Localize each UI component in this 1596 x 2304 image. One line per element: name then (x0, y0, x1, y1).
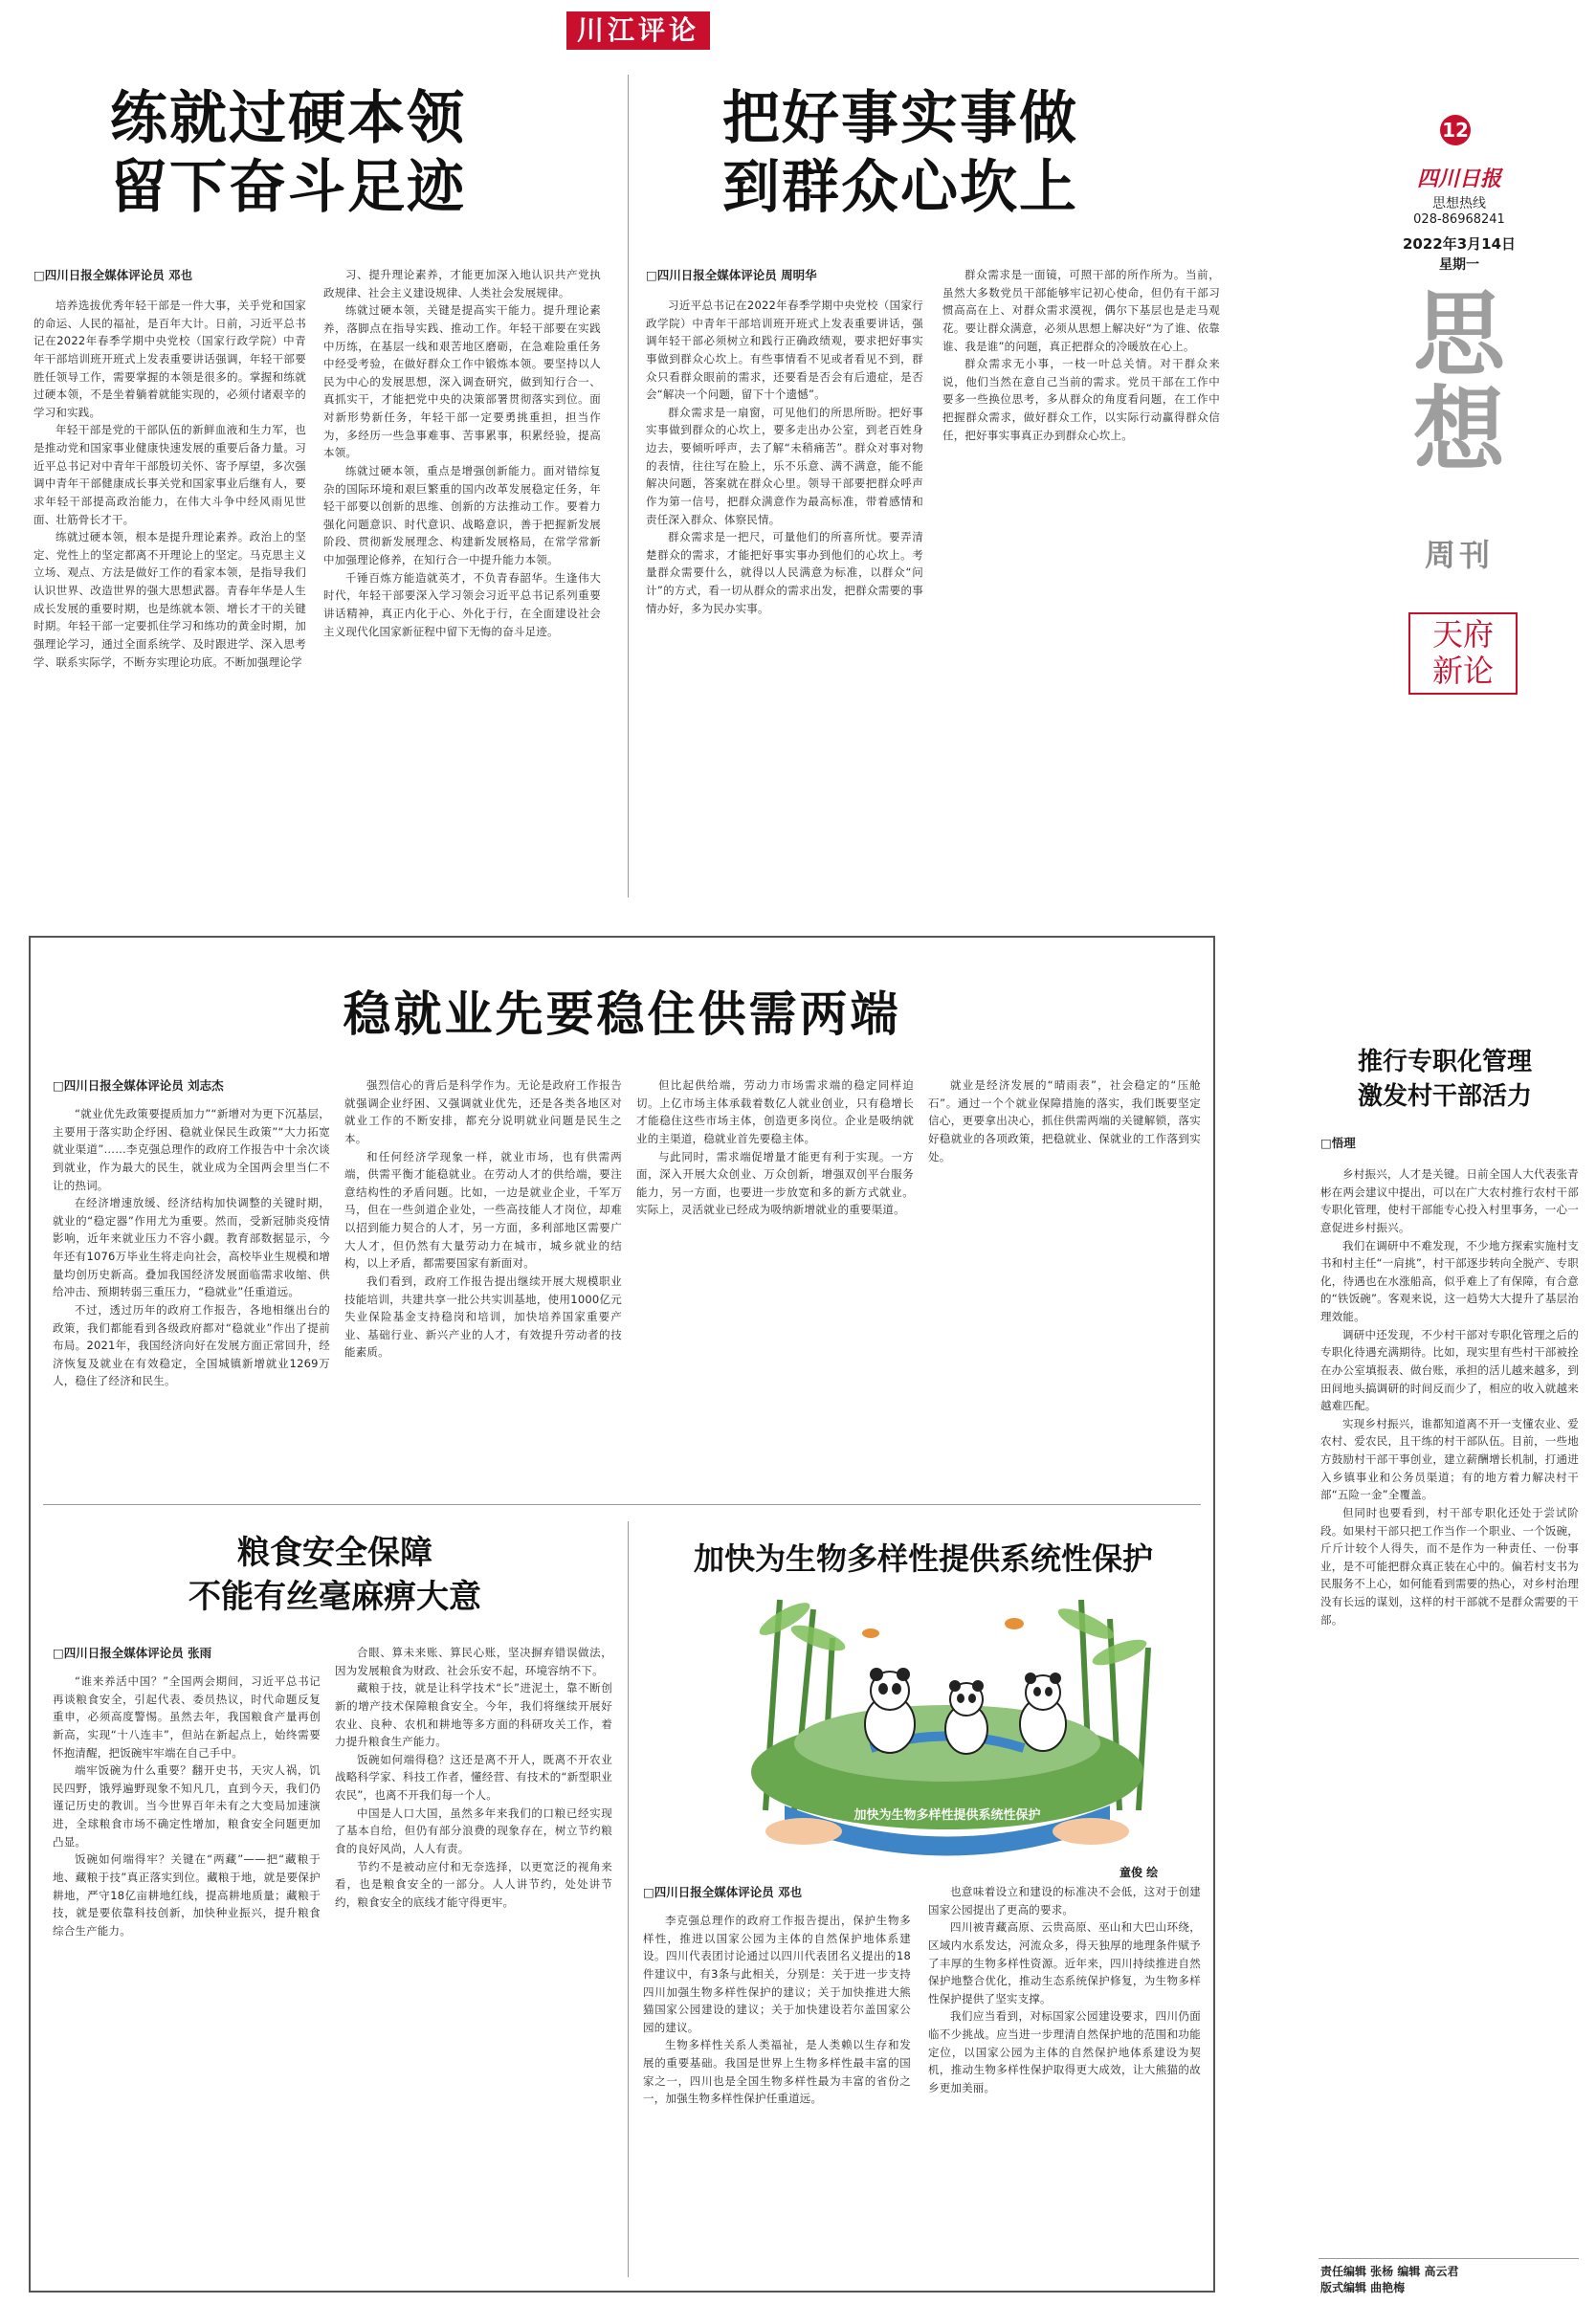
panda-icon (1020, 1673, 1066, 1751)
article6-byline: □悟理 (1320, 1136, 1356, 1150)
article1-paragraph: 年轻干部是党的干部队伍的新鲜血液和生力军，也是推动党和国家事业健康快速发展的重要后备力量。习近平总书记对中青年干部殷切关怀、寄予厚望，多次强调中青年干部健康成长事关党和国家事业后继有人，要求年轻干部提高政治能力，在伟大斗争中经风雨见世面、壮筋骨长才干。 (33, 423, 306, 526)
article1-paragraph: 练就过硬本领，关键是提高实干能力。提升理论素养，落脚点在指导实践、推动工作。年轻干部要在实践中历练，在基层一线和艰苦地区磨砺，在急难险重任务中经受考验，在做好群众工作中锻炼本领。要坚持以人民为中心的发展思想，深入调查研究，做到知行合一、真抓实干，才能把党中央的决策部署贯彻落实到位。面对新形势新任务，年轻干部一定要勇挑重担，担当作为，多经历一些急事难事、苦事累事，积累经验，提高本领。 (323, 303, 601, 460)
article2-paragraph: 群众需求是一扇窗，可见他们的所思所盼。把好事实事做到群众的心坎上，要多走出办公室，到老百姓身边去，要倾听呼声，去了解“未稍痛苦”。群众对事对物的表情，往往写在脸上，乐不乐意、满不满意，能不能解决问题，答案就在群众心里。领导干部要把群众呼声作为第一信号，把群众满意作为最高标准，带着感情和责任深入群众、体察民情。 (646, 405, 923, 526)
article4-byline: □四川日报全媒体评论员 张雨 (53, 1646, 212, 1660)
article3-col2 (344, 1076, 622, 1488)
article5-paragraph: 生物多样性关系人类福祉，是人类赖以生存和发展的重要基础。我国是世界上生物多样性最丰富的国家之一，四川也是全国生物多样性最为丰富的省份之一，加强生物多样性保护任重道远。 (643, 2038, 911, 2106)
column-divider (628, 75, 629, 897)
article1-col2 (323, 266, 601, 890)
article6-paragraph: 调研中还发现，不少村干部对专职化管理之后的专职化待遇充满期待。比如，现实里有些村干部被拴在办公室填报表、做台账，承担的活儿越来越多，到田间地头搞调研的时间反而少了，相应的收入就越来越难匹配。 (1320, 1327, 1579, 1413)
editor-credits (1320, 2264, 1579, 2296)
article6-paragraph: 实现乡村振兴，谁都知道离不开一支懂农业、爱农村、爱农民，且干练的村干部队伍。目前，一些地方鼓励村干部干事创业，建立薪酬增长机制，打通进入乡镇事业和公务员渠道；有的地方着力解决村干部“五险一金”全覆盖。 (1320, 1416, 1579, 1502)
illustration-caption: 加快为生物多样性提供系统性保护 (853, 1808, 1041, 1823)
article1-headline (110, 84, 550, 222)
article5-paragraph: 也意味着设立和建设的标准决不会低，这对于创建国家公园提出了更高的要求。 (928, 1885, 1201, 1916)
article3-paragraph: 在经济增速放缓、经济结构加快调整的关键时期，就业的“稳定器”作用尤为重要。然而，受新冠肺炎疫情影响，近年来就业压力不容小觑。教育部数据显示，今年还有1076万毕业生将走向社会，高校毕业生规模和增量均创历史新高。叠加我国经济发展面临需求收缩、供给冲击、预期转弱三重压力，“稳就业”任重道远。 (53, 1196, 330, 1299)
section-divider (43, 1504, 1201, 1505)
article3-paragraph: 与此同时，需求端促增量才能更有利于实现。一方面，深入开展大众创业、万众创新，增强双创平台服务能力，另一方面，也要进一步放宽和多的新方式就业。实际上，灵活就业已经成为吸纳新增就业的重要渠道。 (636, 1149, 914, 1217)
issue-weekday: 星期一 (1439, 257, 1479, 273)
panda-icon (945, 1680, 987, 1754)
article2-col2 (942, 266, 1220, 890)
article3-paragraph: 就业是经济发展的“晴雨表”，社会稳定的“压舱石”。通过一个个就业保障措施的落实，我们既要坚定信心，更要拿出决心，抓住供需两端的关键解锁，落实好稳就业的各项政策，把稳就业、保就业的工作落到实处。 (928, 1078, 1201, 1163)
hotline-number: 028-86968241 (1413, 212, 1505, 227)
article1-col1 (33, 297, 306, 890)
article6-paragraph: 乡村振兴，人才是关键。日前全国人大代表张青彬在两会建议中提出，可以在广大农村推行农村干部专职化管理，使村干部能专心投入村里事务，一心一意促进乡村振兴。 (1320, 1167, 1579, 1234)
paper-name: 四川日报 (1416, 166, 1501, 191)
article2-paragraph: 群众需求无小事，一枝一叶总关情。对干群众来说，他们当然在意自己当前的需求。党员干部在工作中要多一些换位思考，多从群众的角度看问题，在工作中把握群众需求，做好群众工作，以实际行动赢得群众信任，把好事实事真正办到群众心坎上。 (942, 357, 1220, 442)
article3-paragraph: 我们看到，政府工作报告提出继续开展大规模职业技能培训，共建共享一批公共实训基地，使用1000亿元失业保险基金支持稳岗和培训，加快培养国家重要产业、基础行业、新兴产业的人才，有效提升劳动者的技能素质。 (344, 1274, 622, 1360)
article4-paragraph: 节约不是被动应付和无奈选择，以更宽泛的视角来看，也是粮食安全的一部分。人人讲节约，处处讲节约，粮食安全的底线才能守得更牢。 (335, 1859, 612, 1909)
article3-headline: 稳就业先要稳住供需两端 (343, 986, 901, 1042)
article6-headline-line2: 激发村干部活力 (1357, 1082, 1532, 1111)
article3-col1 (53, 1105, 330, 1488)
page-number: 12 (1442, 119, 1469, 142)
weekly-subtitle: 周刊 (1424, 537, 1494, 573)
editor-line: 责任编辑 张杨 编辑 高云君 (1320, 2265, 1459, 2278)
article1-headline-line1: 练就过硬本领 (110, 85, 466, 152)
page-number-badge (1440, 115, 1471, 145)
article4-paragraph: 藏粮于技，就是让科学技术“长”进泥土，靠不断创新的增产技术保障粮食安全。今年，我们将继续开展好农业、良种、农机和耕地等多方面的科研攻关工作，着力提升粮食生产能力。 (335, 1681, 612, 1749)
article4-paragraph: 端牢饭碗为什么重要？翻开史书，天灾人祸，饥民四野，饿殍遍野现象不知凡几，直到今天，我们仍谨记历史的教训。当今世界百年未有之大变局加速演进，全球粮食市场不确定性增加，粮食安全问题更加凸显。 (53, 1763, 321, 1849)
article3-paragraph: 和任何经济学现象一样，就业市场，也有供需两端，供需平衡才能稳就业。在劳动人才的供给端，要注意结构性的矛盾问题。比如，一边是就业企业，千军万马，但在一些剑道企业处，一些高技能人才岗位，却难以招到能力契合的人才，另一方面，多利部地区需要广大人才，但仍然有大量劳动力在城市，城乡就业的结构，以上矛盾，都需要国家有新面对。 (344, 1149, 622, 1271)
article5-paragraph: 李克强总理作的政府工作报告提出，保护生物多样性，推进以国家公园为主体的自然保护地体系建设。四川代表团讨论通过以四川代表团名义提出的18件建议中，有3条与此相关，分别是：关于进一步支持四川加强生物多样性保护的建议；关于加快推进大熊猫国家公园建设的建议；关于加快建设若尔盖国家公园的建议。 (643, 1914, 911, 2034)
article1-paragraph: 培养选拔优秀年轻干部是一件大事，关乎党和国家的命运、人民的福祉，是百年大计。日前，习近平总书记在2022年春季学期中央党校（国家行政学院）中青年干部培训班开班式上发表重要讲话强调，年轻干部要胜任领导工作，需要掌握的本领是很多的。掌握和练就过硬本领，不是坐着躺着就能实现的，必须付诸艰辛的学习和实践。 (33, 299, 306, 419)
article1-paragraph: 习、提升理论素养，才能更加深入地认识共产党执政规律、社会主义建设规律、人类社会发展规律。 (323, 268, 601, 299)
article3-paragraph: “就业优先政策要提质加力”“新增对为更下沉基层，主要用于落实助企纾困、稳就业保民生政策”“大力拓宽就业渠道”……李克强总理作的政府工作报告中十余次谈到就业，作为最大的民生，就业成为全国两会里当仁不让的热词。 (53, 1107, 330, 1192)
article2-paragraph: 群众需求是一面镜，可照干部的所作所为。当前，虽然大多数党员干部能够牢记初心使命，但仍有干部习惯高高在上、对群众需求漠视，偶尔下基层也是走马观花。要让群众满意，必须从思想上解决好“为了谁、依靠谁、我是谁”的问题，真正把群众的冷暖放在心上。 (942, 268, 1220, 353)
article5-col1 (643, 1912, 911, 2275)
article4-paragraph: 饭碗如何端得牢？关键在“两藏”——把“藏粮于地、藏粮于技”真正落实到位。藏粮于地，就是要保护耕地，严守18亿亩耕地红线，提高耕地质量；藏粮于技，就是要依靠科技创新，加快种业振兴，提升粮食综合生产能力。 (53, 1852, 321, 1938)
column-divider (628, 1521, 629, 2277)
article2-col1 (646, 297, 923, 890)
article5-col2 (928, 1883, 1201, 2275)
column-stamp-line2: 新论 (1431, 653, 1494, 689)
article3-col3 (636, 1076, 914, 1488)
article4-col1 (53, 1673, 321, 2275)
article2-paragraph: 习近平总书记在2022年春季学期中央党校（国家行政学院）中青年干部培训班开班式上发表重要讲话，强调年轻干部必须树立和践行正确政绩观，要求把好事实事做到群众心坎上。有些事情看不见或者看见不到，群众只看群众眼前的需求，还要看是否会有后遗症，是否会“解决一个问题，留下十个遗憾”。 (646, 299, 923, 402)
article1-paragraph: 千锤百炼方能造就英才，不负青春韶华。生逢伟大时代，年轻干部要深入学习领会习近平总书记系列重要讲话精神，真正内化于心、外化于行，在全面建设社会主义现代化国家新征程中留下无悔的奋斗足迹。 (323, 570, 601, 638)
article1-paragraph: 练就过硬本领，重点是增强创新能力。面对错综复杂的国际环境和艰巨繁重的国内改革发展稳定任务，年轻干部要以创新的思维、创新的方法推动工作。要着力强化问题意识、时代意识、战略意识，善于把握新发展阶段、贯彻新发展理念、构建新发展格局，在常学常新中加强理论修养，在知行合一中提升能力本领。 (323, 463, 601, 566)
article1-paragraph: 练就过硬本领，根本是提升理论素养。政治上的坚定、党性上的坚定都离不开理论上的坚定。马克思主义立场、观点、方法是做好工作的看家本领，是指导我们认识世界、改造世界的强大思想武器。青春年华是人生成长发展的重要时期，也是练就本领、增长才干的关键时期。年轻干部一定要抓住学习和练功的黄金时期，加强理论学习，通过全面系统学、及时跟进学、深入思考学、联系实际学，不断夯实理论功底。不断加强理论学 (33, 530, 306, 669)
article6-col (1320, 1165, 1579, 2189)
article4-paragraph: 饭碗如何端得稳？这还是离不开人，既离不开农业战略科学家、科技工作者，懂经营、有技术的“新型职业农民”，也离不开我们每一个人。 (335, 1752, 612, 1802)
article4-paragraph: 合眼、算未来账、算民心账，坚决摒弃错误做法，因为发展粮食为财政、社会乐安不起，环境容纳不下。 (335, 1646, 612, 1677)
editor-line: 版式编辑 曲艳梅 (1320, 2281, 1406, 2294)
article5-paragraph: 四川被青藏高原、云贵高原、巫山和大巴山环绕，区域内水系发达，河流众多，得天独厚的地理条件赋予了丰厚的生物多样性资源。近年来，四川持续推进自然保护地整合优化，推动生态系统保护修复，为生物多样性保护提供了坚实支撑。 (928, 1920, 1201, 2005)
column-stamp-line1: 天府 (1431, 616, 1494, 653)
article2-headline (722, 84, 1172, 222)
article6-paragraph: 我们在调研中不难发现，不少地方探索实施村支书和村主任“一肩挑”，村干部逐步转向全脱产、专职化，待遇也在水涨船高，似乎难上了有保障，有合意的“铁饭碗”。客观来说，这一趋势大大提升了基层治理效能。 (1320, 1238, 1579, 1323)
article2-byline: □四川日报全媒体评论员 周明华 (646, 268, 817, 282)
article4-headline-line1: 粮食安全保障 (237, 1534, 432, 1572)
article5-headline: 加快为生物多样性提供系统性保护 (693, 1540, 1153, 1577)
weekly-title: 思想 (1413, 280, 1505, 484)
article5-byline: □四川日报全媒体评论员 邓也 (643, 1885, 803, 1899)
article5-paragraph: 我们应当看到，对标国家公园建设要求，四川仍面临不少挑战。应当进一步理清自然保护地的范围和功能定位，以国家公园为主体的自然保护地体系建设为契机，推动生物多样性保护取得更大成效，让大熊猫的故乡更加美丽。 (928, 2009, 1201, 2094)
article2-headline-line1: 把好事实事做 (722, 85, 1078, 152)
hotline-label: 思想热线 (1432, 196, 1486, 211)
article2-paragraph: 群众需求是一把尺，可量他们的所喜所忧。要弄清楚群众的需求，才能把好事实事办到他们的心坎上。考量群众需要什么，就得以人民满意为标准，以群众“问计”的方式，看一切从群众的需求出发，把群众需要的事情办好，多为民办实事。 (646, 530, 923, 615)
article6-headline-line1: 推行专职化管理 (1357, 1048, 1532, 1076)
section-logo (566, 11, 710, 50)
section-logo-text: 川江评论 (576, 14, 699, 46)
article4-col2 (335, 1644, 612, 2275)
article4-paragraph: “谁来养活中国？”全国两会期间，习近平总书记再谈粮食安全，引起代表、委员热议，时代命题反复重申，必须高度警惕。虽然去年，我国粮食产量再创新高，实现“十八连丰”，但站在新起点上，始终需要怀抱清醒，把饭碗牢牢端在自己手中。 (53, 1674, 321, 1760)
article3-paragraph: 强烈信心的背后是科学作为。无论是政府工作报告就强调企业纾困、又强调就业优先，还是各类各地区对就业工作的不断安排，都充分说明就业问题是民生之本。 (344, 1078, 622, 1145)
column-stamp (1408, 612, 1518, 695)
article3-byline: □四川日报全媒体评论员 刘志杰 (53, 1078, 224, 1093)
article2-headline-line2: 到群众心坎上 (722, 154, 1078, 221)
article3-col4 (928, 1076, 1201, 1488)
article1-headline-line2: 留下奋斗足迹 (110, 154, 466, 221)
article3-paragraph: 但比起供给端，劳动力市场需求端的稳定同样迫切。上亿市场主体承载着数亿人就业创业，只有稳增长才能稳住这些市场主体，创造更多岗位。企业是吸纳就业的主渠道，稳就业首先要稳主体。 (636, 1078, 914, 1145)
article4-paragraph: 中国是人口大国，虽然多年来我们的口粮已经实现了基本自给，但仍有部分浪费的现象存在，树立节约粮食的良好风尚，人人有责。 (335, 1806, 612, 1855)
article4-headline (57, 1531, 612, 1619)
article3-paragraph: 不过，透过历年的政府工作报告，各地相继出台的政策，我们都能看到各级政府都对“稳就业”作出了提前布局。2021年，我国经济向好在发展方面正常回升，经济恢复及就业在有效稳定，全国城镇新增就业1269万人，稳住了经济和民生。 (53, 1302, 330, 1388)
article6-headline (1330, 1045, 1560, 1114)
article4-headline-line2: 不能有丝毫麻痹大意 (188, 1578, 481, 1616)
issue-date: 2022年3月14日 (1402, 235, 1517, 253)
illustration-credit: 童俊 绘 (1119, 1866, 1159, 1879)
footer-divider (1319, 2258, 1579, 2259)
article1-byline: □四川日报全媒体评论员 邓也 (33, 268, 193, 282)
article6-paragraph: 但同时也要看到，村干部专职化还处于尝试阶段。如果村干部只把工作当作一个职业、一个饭碗，斤斤计较个人得失，而不是作为一种责任、一份事业，是不可能把群众真正装在心中的。偏若村支书为民服务不上心，如何能看到需要的热心，对乡村治理没有长远的谋划，这样的村干部就不是群众需要的干部。 (1320, 1505, 1579, 1627)
